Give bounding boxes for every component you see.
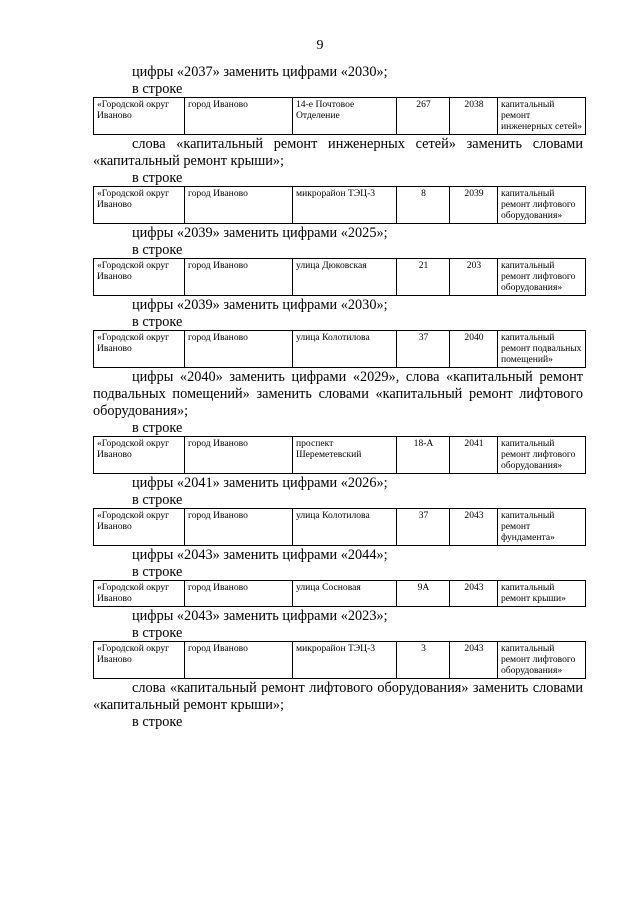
instruction-text: цифры «2039» заменить цифрами «2030»;: [132, 297, 388, 313]
cell-street: проспект Шереметевский: [293, 437, 397, 474]
cell-house: 37: [397, 331, 450, 368]
cell-house: 18-А: [397, 437, 450, 474]
table-row: [93, 641, 586, 679]
cell-year: 2043: [450, 509, 498, 546]
in-row-label: в строке: [132, 314, 183, 330]
in-row-label: в строке: [132, 81, 183, 97]
instruction-text: цифры «2040» заменить цифрами «2029», слова «капитальный ремонт подвальных помещений» заменить словами «капитальный ремонт лифтового оборудования»;: [93, 369, 583, 419]
table-row: [93, 580, 586, 607]
instruction-text: слова «капитальный ремонт инженерных сетей» заменить словами «капитальный ремонт крыши»;: [93, 136, 583, 169]
cell-settlement: город Иваново: [185, 331, 293, 368]
cell-house: 21: [397, 259, 450, 296]
cell-street: 14-е Почтовое Отделение: [293, 98, 397, 135]
cell-house: 37: [397, 509, 450, 546]
in-row-label: в строке: [132, 170, 183, 186]
cell-settlement: город Иваново: [185, 259, 293, 296]
table-row: [93, 186, 586, 224]
cell-year: 2038: [450, 98, 498, 135]
cell-settlement: город Иваново: [185, 437, 293, 474]
cell-settlement: город Иваново: [185, 642, 293, 679]
cell-municipality: «Городской округ Иваново: [94, 259, 185, 296]
instruction-text: цифры «2037» заменить цифрами «2030»;: [132, 64, 388, 80]
cell-house: 267: [397, 98, 450, 135]
cell-settlement: город Иваново: [185, 98, 293, 135]
cell-house: 3: [397, 642, 450, 679]
cell-work-type: капитальный ремонт инженерных сетей»: [498, 98, 586, 135]
cell-street: улица Колотилова: [293, 331, 397, 368]
instruction-text: цифры «2039» заменить цифрами «2025»;: [132, 225, 388, 241]
cell-municipality: «Городской округ Иваново: [94, 581, 185, 607]
table-row: [93, 436, 586, 474]
cell-work-type: капитальный ремонт фундамента»: [498, 509, 586, 546]
cell-work-type: капитальный ремонт лифтового оборудования»: [498, 642, 586, 679]
cell-street: улица Сосновая: [293, 581, 397, 607]
cell-street: улица Дюковская: [293, 259, 397, 296]
cell-work-type: капитальный ремонт лифтового оборудования»: [498, 187, 586, 224]
table-row: [93, 258, 586, 296]
cell-municipality: «Городской округ Иваново: [94, 642, 185, 679]
cell-house: 9А: [397, 581, 450, 607]
cell-municipality: «Городской округ Иваново: [94, 509, 185, 546]
in-row-label: в строке: [132, 492, 183, 508]
cell-settlement: город Иваново: [185, 509, 293, 546]
cell-work-type: капитальный ремонт лифтового оборудования»: [498, 437, 586, 474]
cell-year: 2039: [450, 187, 498, 224]
document-body: [93, 64, 583, 730]
cell-street: микрорайон ТЭЦ-3: [293, 187, 397, 224]
cell-street: микрорайон ТЭЦ-3: [293, 642, 397, 679]
instruction-text: цифры «2043» заменить цифрами «2044»;: [132, 547, 388, 563]
cell-municipality: «Городской округ Иваново: [94, 437, 185, 474]
instruction-text: цифры «2041» заменить цифрами «2026»;: [132, 475, 388, 491]
cell-year: 2043: [450, 581, 498, 607]
table-row: [93, 508, 586, 546]
cell-year: 2040: [450, 331, 498, 368]
in-row-label: в строке: [132, 420, 183, 436]
cell-municipality: «Городской округ Иваново: [94, 331, 185, 368]
table-row: [93, 330, 586, 368]
cell-house: 8: [397, 187, 450, 224]
in-row-label: в строке: [132, 625, 183, 641]
cell-municipality: «Городской округ Иваново: [94, 98, 185, 135]
cell-municipality: «Городской округ Иваново: [94, 187, 185, 224]
instruction-text: цифры «2043» заменить цифрами «2023»;: [132, 608, 388, 624]
cell-year: 2043: [450, 642, 498, 679]
cell-settlement: город Иваново: [185, 581, 293, 607]
in-row-label: в строке: [132, 242, 183, 258]
in-row-label: в строке: [132, 564, 183, 580]
cell-work-type: капитальный ремонт лифтового оборудования»: [498, 259, 586, 296]
cell-work-type: капитальный ремонт крыши»: [498, 581, 586, 607]
table-row: [93, 97, 586, 135]
cell-year: 203: [450, 259, 498, 296]
in-row-label: в строке: [132, 714, 183, 730]
cell-settlement: город Иваново: [185, 187, 293, 224]
instruction-text: слова «капитальный ремонт лифтового оборудования» заменить словами «капитальный ремонт крыши»;: [93, 680, 583, 713]
cell-street: улица Колотилова: [293, 509, 397, 546]
cell-year: 2041: [450, 437, 498, 474]
page-number: 9: [316, 38, 324, 53]
cell-work-type: капитальный ремонт подвальных помещений»: [498, 331, 586, 368]
